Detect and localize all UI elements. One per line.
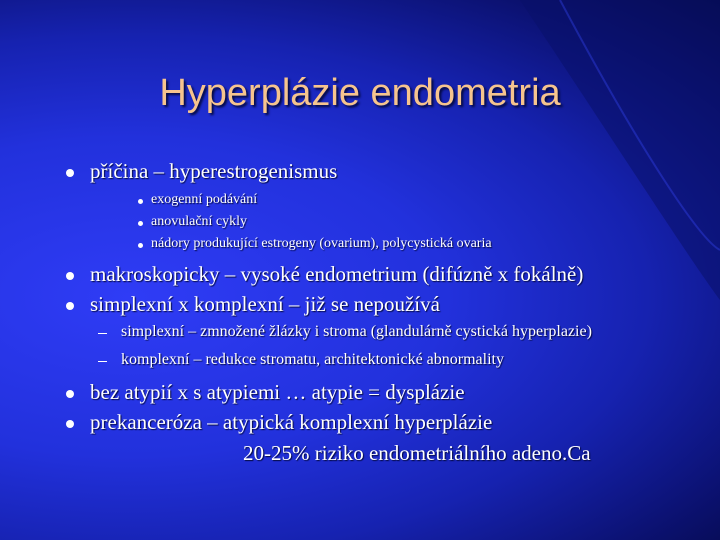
bullet-text-macroscopic: makroskopicky – vysoké endometrium (difúzně x fokálně) — [90, 262, 584, 286]
bullet-icon — [66, 420, 74, 428]
bullet-text-atypia: bez atypií x s atypiemi … atypie = dysplázie — [90, 380, 465, 404]
dash-icon — [98, 333, 107, 334]
bullet-continuation-risk: 20-25% riziko endometriálního adeno.Ca — [243, 441, 591, 465]
dash-icon — [98, 361, 107, 362]
slide-title: Hyperplázie endometria — [159, 72, 561, 114]
sub-point-tumors: nádory produkující estrogeny (ovarium), polycystická ovaria — [151, 236, 492, 251]
sub-bullet-icon — [138, 221, 143, 226]
sub-bullet-icon — [138, 199, 143, 204]
sub-point-anovulatory: anovulační cykly — [151, 214, 248, 229]
bullet-icon — [66, 169, 74, 177]
bullet-text-cause: příčina – hyperestrogenismus — [90, 159, 338, 183]
bullet-icon — [66, 390, 74, 398]
sub-bullet-icon — [138, 243, 143, 248]
bullet-icon — [66, 272, 74, 280]
bullet-icon — [66, 302, 74, 310]
bullet-text-precancerosis: prekanceróza – atypická komplexní hyperplázie — [90, 410, 493, 434]
bullet-text-simplex-complex: simplexní x komplexní – již se nepoužívá — [90, 292, 440, 316]
sub-point-exogenous: exogenní podávání — [151, 192, 258, 207]
dash-item-complex: komplexní – redukce stromatu, architektonické abnormality — [121, 351, 504, 368]
dash-item-simplex: simplexní – zmnožené žlázky i stroma (glandulárně cystická hyperplazie) — [121, 323, 592, 340]
